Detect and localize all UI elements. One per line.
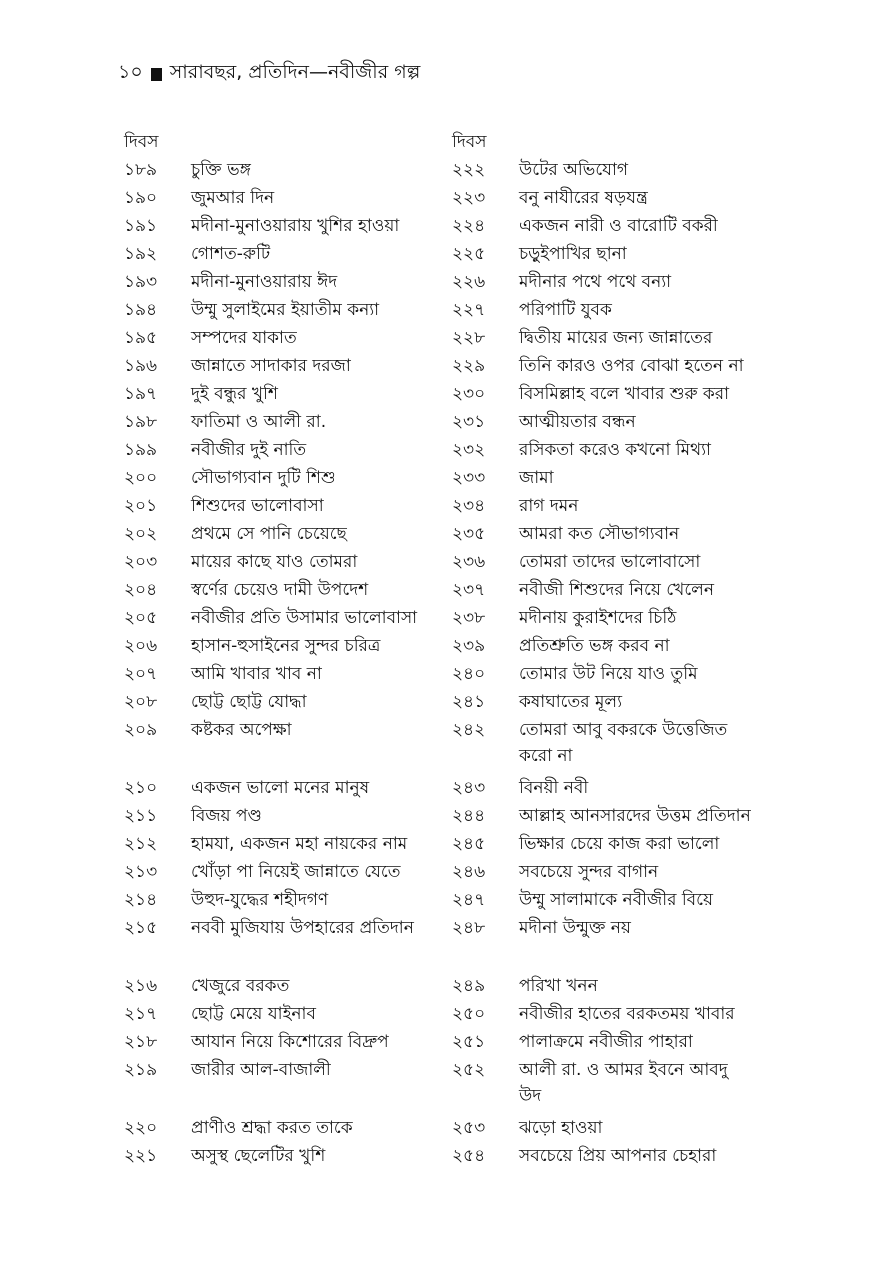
toc-entry [452,240,752,268]
entry-title: হাসান-হুসাইনের সুন্দর চরিত্র [191,636,381,656]
toc-entry [452,972,752,1000]
entry-title: সবচেয়ে সুন্দর বাগান [519,862,659,882]
day-number: ১৯১ [124,216,158,236]
entry-title: আত্মীয়তার বন্ধন [519,412,636,432]
day-number: ২৪৫ [452,834,486,854]
toc-entry [452,1142,752,1170]
toc-entry [452,156,752,184]
entry-title: চড়ুইপাখির ছানা [519,244,627,264]
day-number: ২০৩ [124,552,158,572]
entry-title: জারীর আল-বাজালী [191,1060,331,1080]
day-number: ১৮৯ [124,160,158,180]
entry-title: নবীজীর দুই নাতি [191,440,307,460]
toc-entry [124,520,434,548]
toc-entry [124,1000,434,1028]
toc-entry [124,688,434,716]
entry-title: নবীজীর প্রতি উসামার ভালোবাসা [191,608,418,628]
toc-entry [452,774,752,802]
day-number: ২১৬ [124,976,158,996]
day-number: ২১৭ [124,1004,158,1024]
toc-entry [124,324,434,352]
entry-title: পালাক্রমে নবীজীর পাহারা [519,1032,693,1052]
day-number: ২৩২ [452,440,486,460]
entry-title: বিজয় পণ্ড [191,806,262,826]
day-number: ২০৪ [124,580,158,600]
toc-entry [452,408,752,436]
entry-title: জামা [519,468,554,488]
page-number: ১০ [118,61,143,83]
day-number: ১৯৮ [124,412,158,432]
toc-entry [124,212,434,240]
entry-title: ছোট্ট ছোট্ট যোদ্ধা [191,692,307,712]
toc-entry [452,436,752,464]
entry-title: বনু নাযীরের ষড়যন্ত্র [519,188,648,208]
toc-entry [124,408,434,436]
entry-title: কষাঘাতের মূল্য [519,692,623,712]
entry-title: গোশত-রুটি [191,244,271,264]
entry-title: নবীজীর হাতের বরকতময় খাবার [519,1004,735,1024]
day-number: ২২৭ [452,300,486,320]
toc-entry [452,1028,752,1056]
day-number: ২৪০ [452,664,486,684]
entry-title: সম্পদের যাকাত [191,328,297,348]
day-number: ২০৫ [124,608,158,628]
day-number: ২৩৬ [452,552,486,572]
day-number: ২১৩ [124,862,158,882]
running-header [118,58,420,90]
day-number: ২৫০ [452,1004,486,1024]
entry-title: একজন নারী ও বারোটি বকরী [519,216,718,236]
day-number: ২২৯ [452,356,486,376]
entry-title: আমি খাবার খাব না [191,664,322,684]
day-number: ২২৮ [452,328,486,348]
entry-title: আলী রা. ও আমর ইবনে আবদু উদ [519,1060,728,1106]
entry-title: উম্মু সালামাকে নবীজীর বিয়ে [519,890,713,910]
toc-entry [452,858,752,886]
day-number: ১৯৪ [124,300,158,320]
entry-title: আযান নিয়ে কিশোরের বিদ্রুপ [191,1032,389,1052]
day-number: ২৪৮ [452,918,486,938]
left-column-heading: দিবস [124,132,159,152]
day-number: ২৪৭ [452,890,486,910]
day-number: ২১০ [124,778,158,798]
toc-entry [124,830,434,858]
right-entry-list [452,156,752,1170]
day-number: ১৯৩ [124,272,158,292]
day-number: ২৪৩ [452,778,486,798]
entry-title: উম্মু সুলাইমের ইয়াতীম কন্যা [191,300,380,320]
day-number: ২১৫ [124,918,158,938]
toc-entry [452,380,752,408]
toc-entry [124,1114,434,1142]
day-number: ২৩৩ [452,468,486,488]
day-number: ২৫২ [452,1060,486,1080]
toc-entry [124,858,434,886]
day-number: ২২৬ [452,272,486,292]
day-number: ১৯৫ [124,328,158,348]
toc-entry [124,296,434,324]
entry-title: প্রাণীও শ্রদ্ধা করত তাকে [191,1118,353,1138]
entry-title: রসিকতা করেও কখনো মিথ্যা [519,440,711,460]
toc-entry [124,436,434,464]
day-number: ১৯২ [124,244,158,264]
right-column [452,128,752,1170]
day-number: ২২৩ [452,188,486,208]
toc-entry [452,576,752,604]
day-number: ২০৮ [124,692,158,712]
day-number: ১৯০ [124,188,158,208]
toc-entry [124,184,434,212]
day-number: ২৫১ [452,1032,486,1052]
entry-title: অসুস্থ ছেলেটির খুশি [191,1146,326,1166]
entry-title: মদীনা উন্মুক্ত নয় [519,918,631,938]
toc-entry [452,464,752,492]
toc-entry [452,886,752,914]
day-number: ২৩১ [452,412,486,432]
entry-title: প্রথমে সে পানি চেয়েছে [191,524,347,544]
entry-title: আমরা কত সৌভাগ্যবান [519,524,680,544]
toc-entry [124,240,434,268]
entry-title: দুই বন্ধুর খুশি [191,384,278,404]
day-number: ২৪১ [452,692,486,712]
toc-entry [452,212,752,240]
toc-entry [124,156,434,184]
day-number: ২২২ [452,160,486,180]
entry-title: ঝড়ো হাওয়া [519,1118,603,1138]
toc-entry [124,1142,434,1170]
toc-entry [124,492,434,520]
day-number: ২২৪ [452,216,486,236]
day-number: ২৪২ [452,720,486,740]
toc-entry [124,716,434,774]
toc-entry [124,914,434,972]
right-column-heading: দিবস [452,132,487,152]
day-number: ২১১ [124,806,158,826]
day-number: ১৯৬ [124,356,158,376]
entry-title: রাগ দমন [519,496,579,516]
toc-entry [452,604,752,632]
toc-entry [452,268,752,296]
entry-title: সৌভাগ্যবান দুটি শিশু [191,468,336,488]
day-number: ২৩০ [452,384,486,404]
day-number: ২০১ [124,496,158,516]
toc-entry [124,576,434,604]
toc-entry [452,1056,752,1114]
entry-title: হামযা, একজন মহা নায়কের নাম [191,834,408,854]
day-number: ২৩৮ [452,608,486,628]
day-number: ২১৪ [124,890,158,910]
day-number: ২০৯ [124,720,158,740]
toc-entry [124,632,434,660]
day-number: ২১২ [124,834,158,854]
toc-entry [124,352,434,380]
day-number: ২৪৪ [452,806,486,826]
toc-entry [452,296,752,324]
toc-entry [124,886,434,914]
day-number: ২২১ [124,1146,158,1166]
day-number: ২৫৩ [452,1118,486,1138]
toc-entry [452,548,752,576]
day-number: ২১৮ [124,1032,158,1052]
entry-title: স্বর্ণের চেয়েও দামী উপদেশ [191,580,369,600]
day-number: ২৩৯ [452,636,486,656]
book-title: সারাবছর, প্রতিদিন—নবীজীর গল্প [169,61,421,83]
entry-title: ভিক্ষার চেয়ে কাজ করা ভালো [519,834,720,854]
entry-title: ফাতিমা ও আলী রা. [191,412,327,432]
toc-entry [452,184,752,212]
toc-entry [124,548,434,576]
toc-entry [124,660,434,688]
day-number: ২১৯ [124,1060,158,1080]
entry-title: বিসমিল্লাহ বলে খাবার শুরু করা [519,384,730,404]
entry-title: তোমরা আবু বকরকে উত্তেজিত করো না [519,720,728,766]
toc-entry [124,1056,434,1114]
toc-entry [452,802,752,830]
entry-title: উহুদ-যুদ্ধের শহীদগণ [191,890,329,910]
entry-title: পরিখা খনন [519,976,598,996]
entry-title: ছোট্ট মেয়ে যাইনাব [191,1004,316,1024]
day-number: ২০০ [124,468,158,488]
entry-title: সবচেয়ে প্রিয় আপনার চেহারা [519,1146,717,1166]
toc-entry [124,1028,434,1056]
entry-title: আল্লাহ আনসারদের উত্তম প্রতিদান [519,806,751,826]
left-column [124,128,434,1170]
toc-entry [452,914,752,972]
day-number: ২৩৫ [452,524,486,544]
day-number: ২২০ [124,1118,158,1138]
entry-title: কষ্টকর অপেক্ষা [191,720,292,740]
entry-title: মদীনা-মুনাওয়ারায় ঈদ [191,272,338,292]
toc-entry [452,688,752,716]
toc-entry [452,830,752,858]
entry-title: নবীজী শিশুদের নিয়ে খেলেন [519,580,714,600]
day-number: ২৩৭ [452,580,486,600]
toc-entry [124,380,434,408]
entry-title: পরিপাটি যুবক [519,300,612,320]
day-number: ২৪৯ [452,976,486,996]
toc-entry [124,604,434,632]
entry-title: মদীনা-মুনাওয়ারায় খুশির হাওয়া [191,216,400,236]
toc-entry [452,1000,752,1028]
toc-entry [124,802,434,830]
entry-title: মায়ের কাছে যাও তোমরা [191,552,358,572]
entry-title: খোঁড়া পা নিয়েই জান্নাতে যেতে [191,862,401,882]
entry-title: শিশুদের ভালোবাসা [191,496,324,516]
day-number: ২০৬ [124,636,158,656]
toc-entry [124,268,434,296]
day-number: ২৪৬ [452,862,486,882]
entry-title: একজন ভালো মনের মানুষ [191,778,370,798]
day-number: ১৯৭ [124,384,158,404]
entry-title: মদীনায় কুরাইশদের চিঠি [519,608,677,628]
entry-title: চুক্তি ভঙ্গ [191,160,251,180]
toc-entry [452,660,752,688]
entry-title: নববী মুজিযায় উপহারের প্রতিদান [191,918,414,938]
toc-entry [452,352,752,380]
entry-title: দ্বিতীয় মায়ের জন্য জান্নাতের [519,328,713,348]
left-entry-list [124,156,434,1170]
toc-entry [452,716,752,774]
entry-title: মদীনার পথে পথে বন্যা [519,272,672,292]
day-number: ২২৫ [452,244,486,264]
entry-title: তোমরা তাদের ভালোবাসো [519,552,701,572]
day-number: ২৫৪ [452,1146,486,1166]
entry-title: জান্নাতে সাদাকার দরজা [191,356,351,376]
entry-title: তোমার উট নিয়ে যাও তুমি [519,664,698,684]
entry-title: বিনয়ী নবী [519,778,589,798]
square-bullet-icon [151,68,162,81]
toc-entry [452,632,752,660]
entry-title: প্রতিশ্রুতি ভঙ্গ করব না [519,636,670,656]
toc-entry [452,492,752,520]
day-number: ২৩৪ [452,496,486,516]
toc-entry [124,774,434,802]
entry-title: জুমআর দিন [191,188,275,208]
toc-entry [124,464,434,492]
entry-title: খেজুরে বরকত [191,976,290,996]
toc-entry [124,972,434,1000]
toc-entry [452,1114,752,1142]
day-number: ১৯৯ [124,440,158,460]
toc-entry [452,324,752,352]
entry-title: উটের অভিযোগ [519,160,629,180]
entry-title: তিনি কারও ওপর বোঝা হতেন না [519,356,744,376]
toc-entry [452,520,752,548]
day-number: ২০২ [124,524,158,544]
day-number: ২০৭ [124,664,158,684]
